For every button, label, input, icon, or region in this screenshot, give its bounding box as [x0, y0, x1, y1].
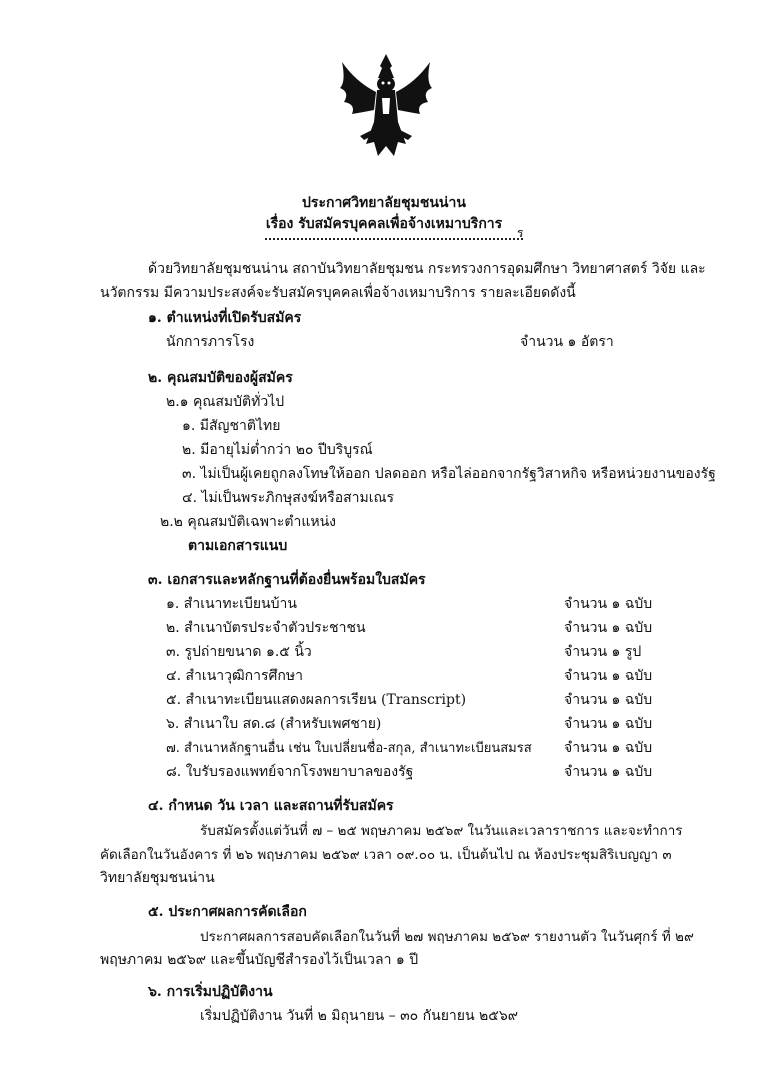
document-qty: จำนวน ๑ รูป: [564, 644, 642, 660]
general-qualification: ๑. มีสัญชาติไทย: [182, 418, 281, 434]
specific-qualifications-heading: ๒.๒ คุณสมบัติเฉพาะตำแหน่ง: [160, 514, 337, 530]
results-line-1: ประกาศผลการสอบคัดเลือกในวันที่ ๒๗ พฤษภาคม ๒๕๖๙ รายงานตัว ในวันศุกร์ ที่ ๒๙: [200, 929, 694, 945]
intro-line-1: ด้วยวิทยาลัยชุมชนน่าน สถาบันวิทยาลัยชุมชน กระทรวงการอุดมศึกษา วิทยาศาสตร์ วิจัย และ: [148, 261, 706, 277]
position-count: จำนวน ๑ อัตรา: [520, 334, 614, 350]
position-name: นักการภารโรง: [166, 334, 255, 350]
intro-line-2: นวัตกรรม มีความประสงค์จะรับสมัครบุคคลเพื่อจ้างเหมาบริการ รายละเอียดดังนี้: [100, 285, 576, 301]
section-6-heading: ๖. การเริ่มปฏิบัติงาน: [148, 984, 273, 1000]
document-item: ๗. สำเนาหลักฐานอื่น เช่น ใบเปลี่ยนชื่อ-สกุล, สำเนาทะเบียนสมรส: [166, 741, 532, 756]
document-qty: จำนวน ๑ ฉบับ: [564, 764, 653, 780]
document-item: ๑. สำเนาทะเบียนบ้าน: [166, 596, 297, 612]
document-subject: เรื่อง รับสมัครบุคคลเพื่อจ้างเหมาบริการ: [265, 216, 503, 232]
garuda-emblem: [336, 52, 436, 162]
section-4-heading: ๔. กำหนด วัน เวลา และสถานที่รับสมัคร: [148, 798, 394, 814]
general-qualification: ๒. มีอายุไม่ต่ำกว่า ๒๐ ปีบริบูรณ์: [182, 442, 373, 458]
section-2-heading: ๒. คุณสมบัติของผู้สมัคร: [148, 370, 293, 386]
document-qty: จำนวน ๑ ฉบับ: [564, 740, 653, 756]
document-item: ๒. สำเนาบัตรประจำตัวประชาชน: [166, 620, 366, 636]
document-qty: จำนวน ๑ ฉบับ: [564, 620, 653, 636]
document-qty: จำนวน ๑ ฉบับ: [564, 596, 653, 612]
specific-qualifications-note: ตามเอกสารแนบ: [188, 538, 288, 554]
document-item: ๕. สำเนาทะเบียนแสดงผลการเรียน (Transcript): [166, 692, 467, 708]
document-title: ประกาศวิทยาลัยชุมชนน่าน: [302, 195, 466, 211]
document-item: ๖. สำเนาใบ สด.๘ (สำหรับเพศชาย): [166, 716, 382, 732]
general-qualification: ๔. ไม่เป็นพระภิกษุสงฆ์หรือสามเณร: [182, 490, 395, 506]
section-5-heading: ๕. ประกาศผลการคัดเลือก: [148, 904, 307, 920]
application-period-line-1: รับสมัครตั้งแต่วันที่ ๗ – ๒๕ พฤษภาคม ๒๕๖๙ ในวันและเวลาราชการ และจะทำการ: [200, 823, 683, 839]
section-3-heading: ๓. เอกสารและหลักฐานที่ต้องยื่นพร้อมใบสมัคร: [148, 572, 426, 588]
document-qty: จำนวน ๑ ฉบับ: [564, 668, 653, 684]
section-1-heading: ๑. ตำแหน่งที่เปิดรับสมัคร: [148, 310, 302, 326]
document-item: ๓. รูปถ่ายขนาด ๑.๕ นิ้ว: [166, 644, 312, 660]
document-item: ๔. สำเนาวุฒิการศึกษา: [166, 668, 303, 684]
general-qualifications-heading: ๒.๑ คุณสมบัติทั่วไป: [166, 394, 285, 410]
general-qualification: ๓. ไม่เป็นผู้เคยถูกลงโทษให้ออก ปลดออก หรือไล่ออกจากรัฐวิสาหกิจ หรือหน่วยงานของรัฐ: [182, 466, 716, 482]
document-item: ๘. ใบรับรองแพทย์จากโรงพยาบาลของรัฐ: [166, 764, 414, 780]
document-qty: จำนวน ๑ ฉบับ: [564, 692, 653, 708]
results-line-2: พฤษภาคม ๒๕๖๙ และขึ้นบัญชีสำรองไว้เป็นเวลา ๑ ปี: [100, 952, 419, 968]
start-work-line: เริ่มปฏิบัติงาน วันที่ ๒ มิถุนายน – ๓๐ กันยายน ๒๕๖๙: [200, 1008, 518, 1024]
corner-mark: ร: [517, 226, 524, 240]
application-period-line-3: วิทยาลัยชุมชนน่าน: [100, 870, 215, 886]
application-period-line-2: คัดเลือกในวันอังคาร ที่ ๒๖ พฤษภาคม ๒๕๖๙ เวลา ๐๙.๐๐ น. เป็นต้นไป ณ ห้องประชุมสิริเบญญา ๓: [100, 847, 672, 863]
title-divider: [265, 232, 523, 240]
document-qty: จำนวน ๑ ฉบับ: [564, 716, 653, 732]
